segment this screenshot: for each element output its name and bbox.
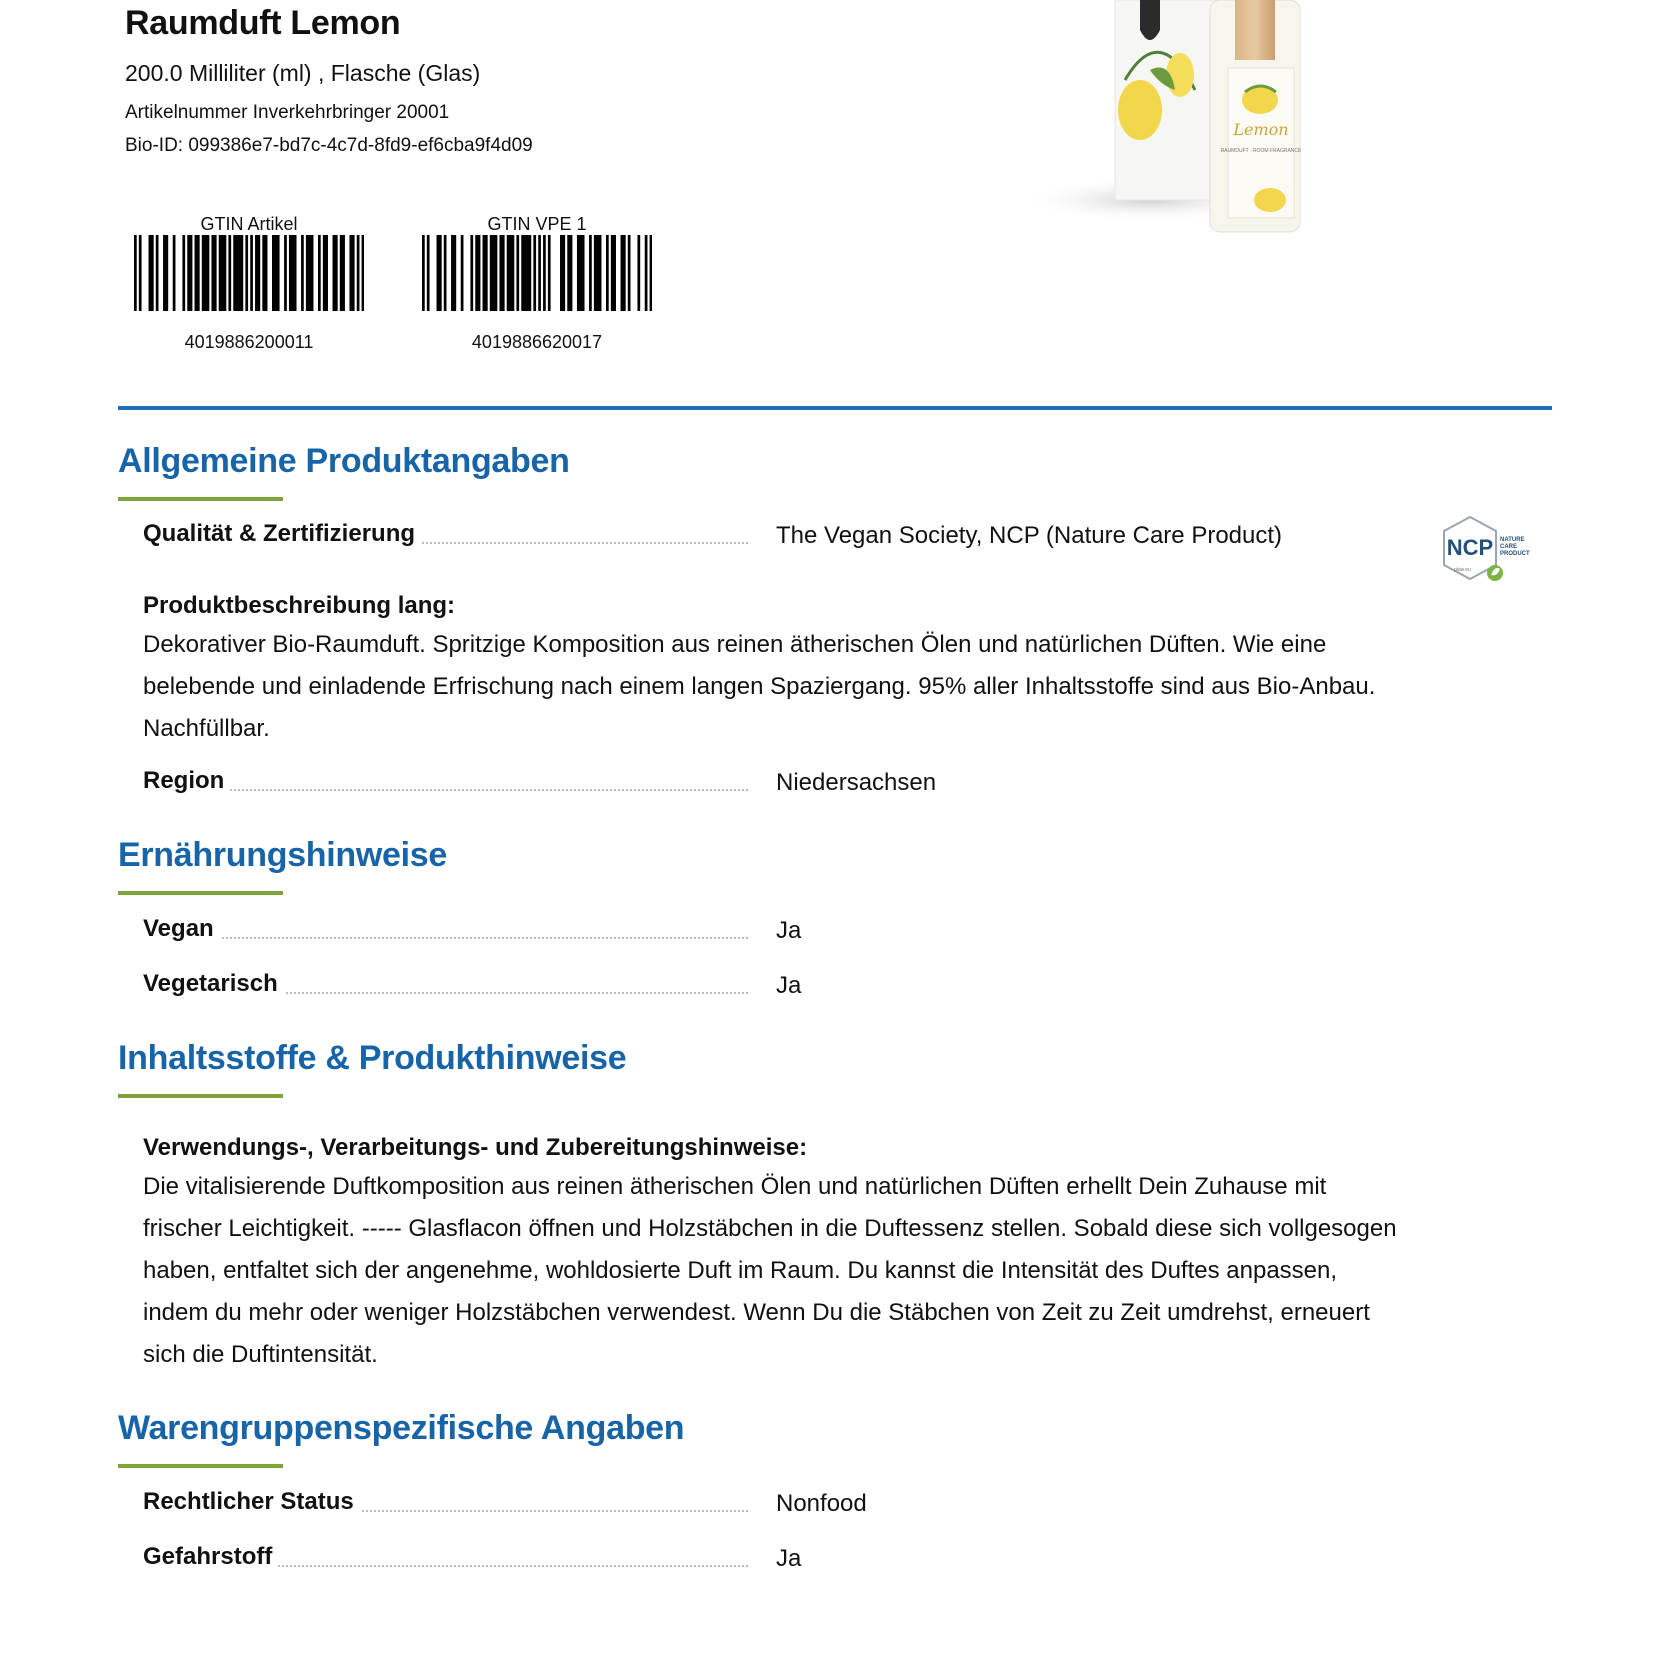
barcode-bar xyxy=(301,235,304,311)
field-label: Gefahrstoff xyxy=(143,1543,278,1571)
barcode-bar xyxy=(444,235,447,311)
barcode-bar xyxy=(362,235,364,311)
barcode-bar xyxy=(238,235,241,311)
barcode-bar xyxy=(613,235,616,311)
barcode-bar xyxy=(475,235,478,311)
header-divider xyxy=(118,406,1552,410)
barcode-bar xyxy=(478,235,481,311)
barcode-bar xyxy=(335,235,338,311)
field-value: Ja xyxy=(776,917,802,944)
barcode-bar xyxy=(507,235,510,311)
field-value: Nonfood xyxy=(776,1490,867,1517)
barcode-bar xyxy=(502,235,505,311)
barcode-bar xyxy=(560,235,563,311)
barcode-bar xyxy=(439,235,442,311)
barcode-bar xyxy=(582,235,585,311)
dotted-leader xyxy=(143,937,748,939)
barcode-bar xyxy=(149,235,152,311)
barcode-bar xyxy=(628,235,631,311)
barcode-bar xyxy=(190,235,193,311)
barcode-label: GTIN VPE 1 xyxy=(487,214,587,234)
section-underline xyxy=(118,891,283,895)
barcode-icon xyxy=(134,235,364,311)
field-value: Ja xyxy=(776,972,802,999)
barcode-bar xyxy=(228,235,231,311)
barcode-bar xyxy=(325,235,328,311)
section-heading-ingredients: Inhaltsstoffe & Produkthinweise xyxy=(118,1039,627,1077)
barcode-bar xyxy=(637,235,640,311)
barcode-bar xyxy=(533,235,536,311)
ncp-domain: glaw.eu xyxy=(1454,567,1471,573)
barcode-bar xyxy=(274,235,277,311)
description-heading: Produktbeschreibung lang: xyxy=(143,592,456,619)
barcode-bar xyxy=(221,235,224,311)
product-image-label: Lemon xyxy=(1233,120,1289,139)
dotted-leader xyxy=(143,789,748,791)
barcode-bar xyxy=(139,235,142,311)
barcode-bar xyxy=(470,235,473,311)
ncp-line2: CARE xyxy=(1500,544,1518,550)
barcode-bar xyxy=(562,235,565,311)
barcode-bar xyxy=(509,235,512,311)
barcode-bar xyxy=(214,235,217,311)
barcode-block-vpe xyxy=(422,214,652,353)
product-image-sublabel: RAUMDUFT · ROOM FRAGRANCE xyxy=(1220,148,1302,154)
field-value: Niedersachsen xyxy=(776,769,937,796)
barcode-bar xyxy=(291,235,294,311)
barcode-block-article xyxy=(134,214,364,353)
barcode-bar xyxy=(451,235,454,311)
barcode-bar xyxy=(567,235,570,311)
barcode-bar xyxy=(219,235,222,311)
barcode-bar xyxy=(187,235,190,311)
barcode-number: 4019886620017 xyxy=(471,332,603,352)
field-value: The Vegan Society, NCP (Nature Care Product) xyxy=(776,522,1283,549)
barcode-bar xyxy=(485,235,488,311)
barcode-bar xyxy=(236,235,239,311)
barcode-bar xyxy=(526,235,529,311)
barcode-bar xyxy=(596,235,599,311)
barcode-bar xyxy=(156,235,159,311)
usage-heading: Verwendungs-, Verarbeitungs- und Zubereitungshinweise: xyxy=(143,1134,808,1161)
barcode-bar xyxy=(289,235,292,311)
barcode-bar xyxy=(495,235,498,311)
ncp-line1: NATURE xyxy=(1500,537,1525,543)
barcode-bar xyxy=(340,235,343,311)
section-heading-category: Warengruppenspezifische Angaben xyxy=(118,1409,685,1447)
barcode-bar xyxy=(548,235,551,311)
ncp-logo-icon xyxy=(1440,515,1540,585)
bio-id: Bio-ID: 099386e7-bd7c-4c7d-8fd9-ef6cba9f4d09 xyxy=(125,135,533,156)
barcode-bar xyxy=(570,235,573,311)
barcode-bar xyxy=(173,235,176,311)
barcode-bar xyxy=(272,235,275,311)
barcode-bar xyxy=(621,235,624,311)
barcode-bar xyxy=(645,235,648,311)
barcode-bar xyxy=(224,235,227,311)
barcode-bar xyxy=(211,235,214,311)
field-label: Rechtlicher Status xyxy=(143,1488,360,1516)
barcode-bar xyxy=(255,235,258,311)
barcode-bar xyxy=(197,235,200,311)
barcode-bar xyxy=(529,235,532,311)
barcode-bar xyxy=(538,235,541,311)
barcode-bar xyxy=(461,235,464,311)
barcode-bar xyxy=(165,235,168,311)
row-vegan xyxy=(143,909,1393,949)
field-label: Qualität & Zertifizierung xyxy=(143,520,421,548)
barcode-bar xyxy=(250,235,253,311)
row-legal-status xyxy=(143,1482,1393,1522)
barcode-bar xyxy=(241,235,244,311)
barcode-bar xyxy=(323,235,326,311)
barcode-bar xyxy=(311,235,314,311)
barcode-bar xyxy=(342,235,345,311)
barcode-bar xyxy=(579,235,582,311)
product-size: 200.0 Milliliter (ml) , Flasche (Glas) xyxy=(125,60,481,86)
barcode-bar xyxy=(245,235,248,311)
product-image xyxy=(1020,0,1340,250)
field-label: Region xyxy=(143,767,230,795)
barcode-bar xyxy=(202,235,205,311)
section-underline xyxy=(118,1464,283,1468)
barcode-bar xyxy=(284,235,287,311)
ncp-acronym: NCP xyxy=(1446,535,1494,560)
barcode-bar xyxy=(277,235,280,311)
barcode-bar xyxy=(427,235,430,311)
barcode-bar xyxy=(422,235,425,311)
barcode-bar xyxy=(204,235,207,311)
barcode-bar xyxy=(134,235,137,311)
barcode-bar xyxy=(437,235,440,311)
section-heading-general: Allgemeine Produktangaben xyxy=(118,442,570,480)
barcode-bar xyxy=(318,235,321,311)
barcode-bar xyxy=(623,235,626,311)
barcode-label: GTIN Artikel xyxy=(200,214,298,234)
barcode-bar xyxy=(611,235,614,311)
field-value: Ja xyxy=(776,1545,802,1572)
barcode-bar xyxy=(521,235,524,311)
barcode-bar xyxy=(163,235,166,311)
barcode-bar xyxy=(333,235,336,311)
barcode-bar xyxy=(606,235,609,311)
section-underline xyxy=(118,497,283,501)
barcode-bar xyxy=(599,235,602,311)
product-title: Raumduft Lemon xyxy=(125,4,401,42)
row-vegetarian xyxy=(143,964,1393,1004)
barcode-bar xyxy=(182,235,185,311)
barcode-bar xyxy=(257,235,260,311)
barcode-icon xyxy=(422,235,652,311)
barcode-bar xyxy=(589,235,592,311)
barcode-bar xyxy=(512,235,515,311)
barcode-bar xyxy=(233,235,236,311)
barcode-bar xyxy=(195,235,198,311)
row-region xyxy=(143,761,1393,801)
usage-text: Die vitalisierende Duftkomposition aus reinen ätherischen Ölen und natürlichen Düften erhellt Dein Zuhause mit frischer Leichtigkeit. ----- Glasflacon öffnen und Holzstäbchen in die Duftessenz stellen. Sobald diese sich vollgesogen haben, entfaltet sich der angenehme, wohldosierte Duft im Raum. Du kannst die Intensität des Duftes anpassen, indem du mehr oder weniger Holzstäbchen verwendest. Wenn Du die Stäbchen von Zeit zu Zeit umdrehst, erneuert sich die Duftintensität. xyxy=(143,1173,1397,1368)
ncp-line3: PRODUCT xyxy=(1500,551,1530,557)
barcode-bar xyxy=(207,235,210,311)
row-hazard xyxy=(143,1537,1393,1577)
barcode-bar xyxy=(594,235,597,311)
section-underline xyxy=(118,1094,283,1098)
barcode-bar xyxy=(357,235,360,311)
barcode-bar xyxy=(306,235,309,311)
barcode-bar xyxy=(352,235,355,311)
barcode-bar xyxy=(262,235,265,311)
barcode-bar xyxy=(650,235,652,311)
barcode-bar xyxy=(492,235,495,311)
barcode-bar xyxy=(490,235,493,311)
field-label: Vegan xyxy=(143,915,220,943)
barcode-bar xyxy=(577,235,580,311)
barcode-bar xyxy=(524,235,527,311)
barcode-bar xyxy=(294,235,297,311)
barcode-bar xyxy=(483,235,486,311)
barcode-bar xyxy=(453,235,456,311)
barcode-number: 4019886200011 xyxy=(184,332,314,352)
field-label: Vegetarisch xyxy=(143,970,284,998)
barcode-bar xyxy=(516,235,519,311)
barcode-bar xyxy=(308,235,311,311)
description-text: Dekorativer Bio-Raumduft. Spritzige Komposition aus reinen ätherischen Ölen und natürlichen Düften. Wie eine belebende und einladende Erfrischung nach einem langen Spaziergang. 95% aller Inhaltsstoffe sind aus Bio-Anbau. Nachfüllbar. xyxy=(143,631,1376,742)
barcode-bar xyxy=(151,235,154,311)
barcode-bar xyxy=(265,235,268,311)
barcode-bar xyxy=(543,235,546,311)
row-quality xyxy=(143,514,1393,554)
barcode-bar xyxy=(499,235,502,311)
section-heading-nutrition: Ernährungshinweise xyxy=(118,836,448,874)
article-number: Artikelnummer Inverkehrbringer 20001 xyxy=(125,102,450,123)
barcode-bar xyxy=(349,235,352,311)
